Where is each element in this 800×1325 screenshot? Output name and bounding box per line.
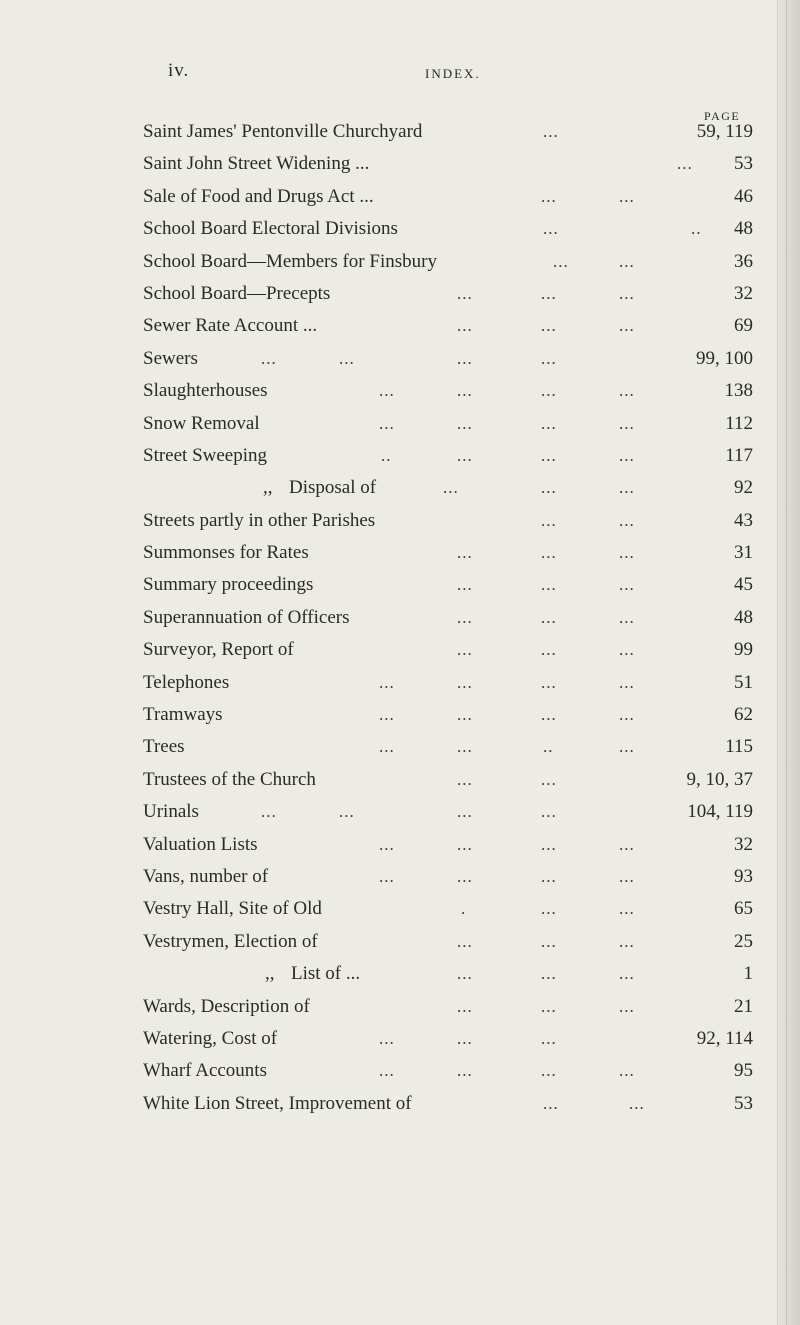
entry-label: School Board—Precepts xyxy=(143,282,331,304)
leader-dots: ... xyxy=(457,769,473,789)
entry-label: Vestry Hall, Site of Old xyxy=(143,898,322,920)
index-entry xyxy=(143,958,755,990)
entry-pages: 36 xyxy=(734,250,753,272)
entry-label: Saint John Street Widening ... xyxy=(143,153,370,175)
leader-dots: ... xyxy=(619,996,635,1016)
entry-pages: 9, 10, 37 xyxy=(686,768,753,790)
index-entry xyxy=(143,731,755,763)
index-entry xyxy=(143,926,755,958)
leader-dots: ... xyxy=(379,672,395,692)
entry-pages: 53 xyxy=(734,1092,753,1114)
leader-dots: ... xyxy=(261,348,277,368)
index-entry xyxy=(143,375,755,407)
index-entry xyxy=(143,699,755,731)
leader-dots: ... xyxy=(379,866,395,886)
leader-dots: ... xyxy=(619,445,635,465)
leader-dots: ... xyxy=(619,283,635,303)
entry-label: Urinals xyxy=(143,801,199,823)
leader-dots: ... xyxy=(541,1028,557,1048)
leader-dots: ... xyxy=(457,607,473,627)
leader-dots: ... xyxy=(619,899,635,919)
entry-pages: 45 xyxy=(734,574,753,596)
entry-label: Slaughterhouses xyxy=(143,380,268,402)
index-entry xyxy=(143,1088,755,1120)
leader-dots: ... xyxy=(541,672,557,692)
leader-dots: ... xyxy=(457,445,473,465)
entry-label: Watering, Cost of xyxy=(143,1027,278,1049)
index-entry xyxy=(143,569,755,601)
leader-dots: ... xyxy=(541,899,557,919)
leader-dots: ... xyxy=(541,964,557,984)
index-entry xyxy=(143,861,755,893)
entry-pages: 32 xyxy=(734,833,753,855)
leader-dots: ... xyxy=(457,316,473,336)
index-entry xyxy=(143,537,755,569)
leader-dots: ... xyxy=(457,381,473,401)
leader-dots: ... xyxy=(457,834,473,854)
leader-dots: ... xyxy=(541,478,557,498)
leader-dots: ... xyxy=(629,1093,645,1113)
leader-dots: ... xyxy=(619,834,635,854)
entry-pages: 93 xyxy=(734,865,753,887)
entry-pages: 25 xyxy=(734,930,753,952)
entry-pages: 117 xyxy=(725,444,753,466)
leader-dots: ... xyxy=(457,575,473,595)
index-entry xyxy=(143,602,755,634)
leader-dots: ... xyxy=(619,478,635,498)
entry-label: Sewers xyxy=(143,347,198,369)
leader-dots: ... xyxy=(457,283,473,303)
leader-dots: ... xyxy=(619,543,635,563)
entry-pages: 138 xyxy=(724,380,753,402)
entry-pages: 32 xyxy=(734,282,753,304)
page-column-label: PAGE xyxy=(704,109,741,123)
entry-pages: 115 xyxy=(725,736,753,758)
entry-pages: 104, 119 xyxy=(687,801,753,823)
leader-dots: ... xyxy=(619,931,635,951)
index-entry xyxy=(143,796,755,828)
leader-dots: ... xyxy=(541,543,557,563)
entry-pages: 48 xyxy=(734,218,753,240)
entry-label: Trustees of the Church xyxy=(143,768,316,790)
page-header xyxy=(0,60,800,90)
entry-pages: 92 xyxy=(734,477,753,499)
entry-pages: 62 xyxy=(734,704,753,726)
leader-dots: ... xyxy=(541,996,557,1016)
leader-dots: ... xyxy=(541,316,557,336)
entry-label: Wharf Accounts xyxy=(143,1060,267,1082)
entry-label: Wards, Description of xyxy=(143,995,310,1017)
entry-label: Tramways xyxy=(143,704,223,726)
index-entry xyxy=(143,634,755,666)
entry-label: Street Sweeping xyxy=(143,444,268,466)
leader-dots: ... xyxy=(541,802,557,822)
leader-dots: ... xyxy=(379,413,395,433)
entry-label: Sewer Rate Account ... xyxy=(143,315,318,337)
leader-dots: ... xyxy=(379,705,395,725)
entry-pages: 92, 114 xyxy=(696,1027,753,1049)
entry-pages: 112 xyxy=(725,412,753,434)
index-entry xyxy=(143,440,755,472)
running-title: INDEX. xyxy=(425,66,481,81)
leader-dots: ... xyxy=(619,186,635,206)
entry-sublabel: ,, List of ... xyxy=(291,958,360,990)
leader-dots: ... xyxy=(677,154,693,174)
entry-label: School Board Electoral Divisions xyxy=(143,218,398,240)
entry-pages: 43 xyxy=(734,509,753,531)
leader-dots: ... xyxy=(619,510,635,530)
leader-dots: ... xyxy=(619,251,635,271)
entry-pages: 21 xyxy=(734,995,753,1017)
leader-dots: .. xyxy=(543,737,554,757)
leader-dots: ... xyxy=(619,672,635,692)
entry-pages: 51 xyxy=(734,671,753,693)
entry-label: Summary proceedings xyxy=(143,574,314,596)
leader-dots: ... xyxy=(541,1061,557,1081)
leader-dots: ... xyxy=(457,802,473,822)
leader-dots: ... xyxy=(261,802,277,822)
leader-dots: ... xyxy=(339,348,355,368)
index-entry xyxy=(143,893,755,925)
entry-pages: 48 xyxy=(734,606,753,628)
entry-label: Summonses for Rates xyxy=(143,542,309,564)
leader-dots: ... xyxy=(543,122,559,141)
entry-pages: 31 xyxy=(734,542,753,564)
entry-pages: 65 xyxy=(734,898,753,920)
index-entry xyxy=(143,1055,755,1087)
leader-dots: ... xyxy=(541,575,557,595)
entry-pages: 69 xyxy=(734,315,753,337)
leader-dots: ... xyxy=(379,737,395,757)
leader-dots: ... xyxy=(339,802,355,822)
leader-dots: ... xyxy=(379,381,395,401)
entry-label: Sale of Food and Drugs Act ... xyxy=(143,185,374,207)
index-entry xyxy=(143,829,755,861)
index-entry xyxy=(143,667,755,699)
entry-label: Vestrymen, Election of xyxy=(143,930,318,952)
leader-dots: ... xyxy=(541,769,557,789)
leader-dots: ... xyxy=(541,640,557,660)
leader-dots: ... xyxy=(457,931,473,951)
leader-dots: ... xyxy=(379,834,395,854)
index-entry xyxy=(143,116,755,148)
leader-dots: ... xyxy=(541,283,557,303)
leader-dots: ... xyxy=(457,1061,473,1081)
leader-dots: ... xyxy=(543,1093,559,1113)
entry-label: Valuation Lists xyxy=(143,833,258,855)
leader-dots: ... xyxy=(443,478,459,498)
leader-dots: ... xyxy=(619,1061,635,1081)
leader-dots: ... xyxy=(541,186,557,206)
entry-pages: 99 xyxy=(734,639,753,661)
leader-dots: ... xyxy=(619,705,635,725)
entry-label: School Board—Members for Finsbury xyxy=(143,250,437,272)
leader-dots: ... xyxy=(541,510,557,530)
leader-dots: .. xyxy=(381,445,392,465)
leader-dots: ... xyxy=(543,219,559,239)
index-entry xyxy=(143,343,755,375)
leader-dots: . xyxy=(461,899,467,919)
leader-dots: ... xyxy=(457,705,473,725)
entry-label: Trees xyxy=(143,736,185,758)
entry-label: Superannuation of Officers xyxy=(143,606,350,628)
leader-dots: ... xyxy=(541,834,557,854)
leader-dots: ... xyxy=(619,413,635,433)
entry-label: Saint James' Pentonville Churchyard xyxy=(143,121,423,142)
entry-label: Snow Removal xyxy=(143,412,260,434)
entry-pages: 53 xyxy=(734,153,753,175)
leader-dots: ... xyxy=(457,866,473,886)
leader-dots: ... xyxy=(379,1061,395,1081)
leader-dots: ... xyxy=(457,543,473,563)
entry-pages: 1 xyxy=(743,963,753,985)
index-entry xyxy=(143,213,755,245)
leader-dots: ... xyxy=(457,640,473,660)
index-entry xyxy=(143,181,755,213)
leader-dots: ... xyxy=(619,607,635,627)
entry-label: Surveyor, Report of xyxy=(143,639,294,661)
leader-dots: ... xyxy=(541,931,557,951)
leader-dots: ... xyxy=(457,348,473,368)
leader-dots: ... xyxy=(541,413,557,433)
entry-sublabel: ,, Disposal of xyxy=(289,472,376,504)
leader-dots: ... xyxy=(619,964,635,984)
leader-dots: ... xyxy=(457,996,473,1016)
leader-dots: .. xyxy=(691,219,702,239)
index-entry xyxy=(143,408,755,440)
index-entry xyxy=(143,246,755,278)
index-entry xyxy=(143,991,755,1023)
leader-dots: ... xyxy=(619,316,635,336)
page-number: iv. xyxy=(168,60,190,81)
index-entries xyxy=(143,116,755,1120)
entry-label: Telephones xyxy=(143,671,230,693)
index-entry xyxy=(143,310,755,342)
index-entry xyxy=(143,148,755,180)
leader-dots: ... xyxy=(541,866,557,886)
leader-dots: ... xyxy=(457,737,473,757)
leader-dots: ... xyxy=(541,607,557,627)
leader-dots: ... xyxy=(541,445,557,465)
index-entry xyxy=(143,278,755,310)
leader-dots: ... xyxy=(619,575,635,595)
entry-label: White Lion Street, Improvement of xyxy=(143,1092,412,1114)
leader-dots: ... xyxy=(619,866,635,886)
entry-pages: 59, 119 xyxy=(696,121,753,142)
leader-dots: ... xyxy=(457,413,473,433)
leader-dots: ... xyxy=(457,964,473,984)
entry-pages: 95 xyxy=(734,1060,753,1082)
leader-dots: ... xyxy=(457,672,473,692)
leader-dots: ... xyxy=(553,251,569,271)
entry-label: Vans, number of xyxy=(143,865,269,887)
leader-dots: ... xyxy=(619,640,635,660)
entry-pages: 46 xyxy=(734,185,753,207)
index-entry xyxy=(143,1023,755,1055)
entry-pages: 99, 100 xyxy=(696,347,753,369)
index-entry xyxy=(143,505,755,537)
index-entry xyxy=(143,472,755,504)
leader-dots: ... xyxy=(541,705,557,725)
leader-dots: ... xyxy=(541,348,557,368)
entry-label: Streets partly in other Parishes xyxy=(143,509,376,531)
leader-dots: ... xyxy=(379,1028,395,1048)
index-entry xyxy=(143,764,755,796)
leader-dots: ... xyxy=(619,737,635,757)
leader-dots: ... xyxy=(619,381,635,401)
page-edge xyxy=(777,0,800,1325)
leader-dots: ... xyxy=(457,1028,473,1048)
leader-dots: ... xyxy=(541,381,557,401)
